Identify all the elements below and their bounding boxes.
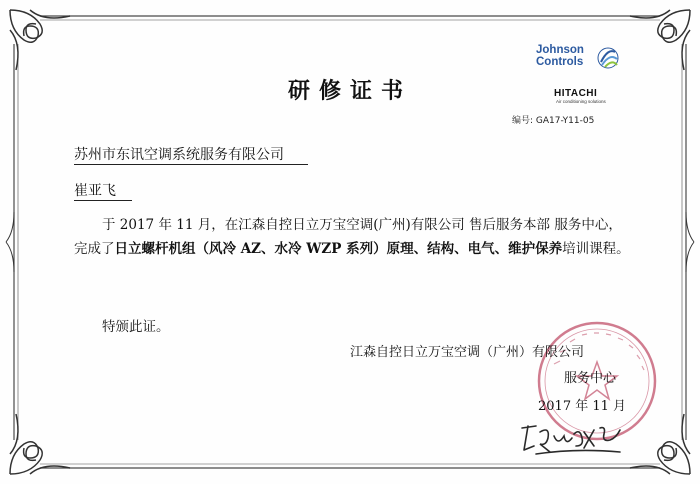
certificate-number-label: 编号: [512,116,534,126]
jc-logo-line1: Johnson [536,44,584,56]
hitachi-tagline: Air conditioning solutions [556,99,606,104]
body-text-part2: 培训课程。 [562,241,630,257]
trainee-name: 崔亚飞 [74,183,116,199]
johnson-controls-logo [536,44,584,68]
hitachi-logo: HITACHI [554,88,598,99]
issue-date: 2017 年 11 月 [538,399,627,414]
certificate-number [512,113,594,126]
johnson-controls-mark-icon [596,46,620,70]
trainee-company: 苏州市东讯空调系统服务有限公司 [74,147,284,163]
issuer-organization: 江森自控日立万宝空调（广州）有限公司 [350,345,585,360]
body-text-part1: 于 2017 年 11 月，在江森自控日立万宝空调(广州)有限公司 售后服务本部 服务中心，完成了 [74,217,622,257]
closing-statement: 特颁此证。 [102,319,170,335]
certificate-body [74,213,634,261]
course-name: 日立螺杆机组（风冷 AZ、水冷 WZP 系列）原理、结构、电气、维护保养 [114,241,563,257]
certificate-number-value: GA17-Y11-05 [535,116,595,126]
jc-logo-line2: Controls [536,56,584,68]
issuer-department: 服务中心 [564,371,617,386]
handwritten-signature [516,418,626,458]
company-underline [74,164,308,165]
certificate-title: 研修证书 [287,79,412,104]
name-underline [74,200,132,201]
